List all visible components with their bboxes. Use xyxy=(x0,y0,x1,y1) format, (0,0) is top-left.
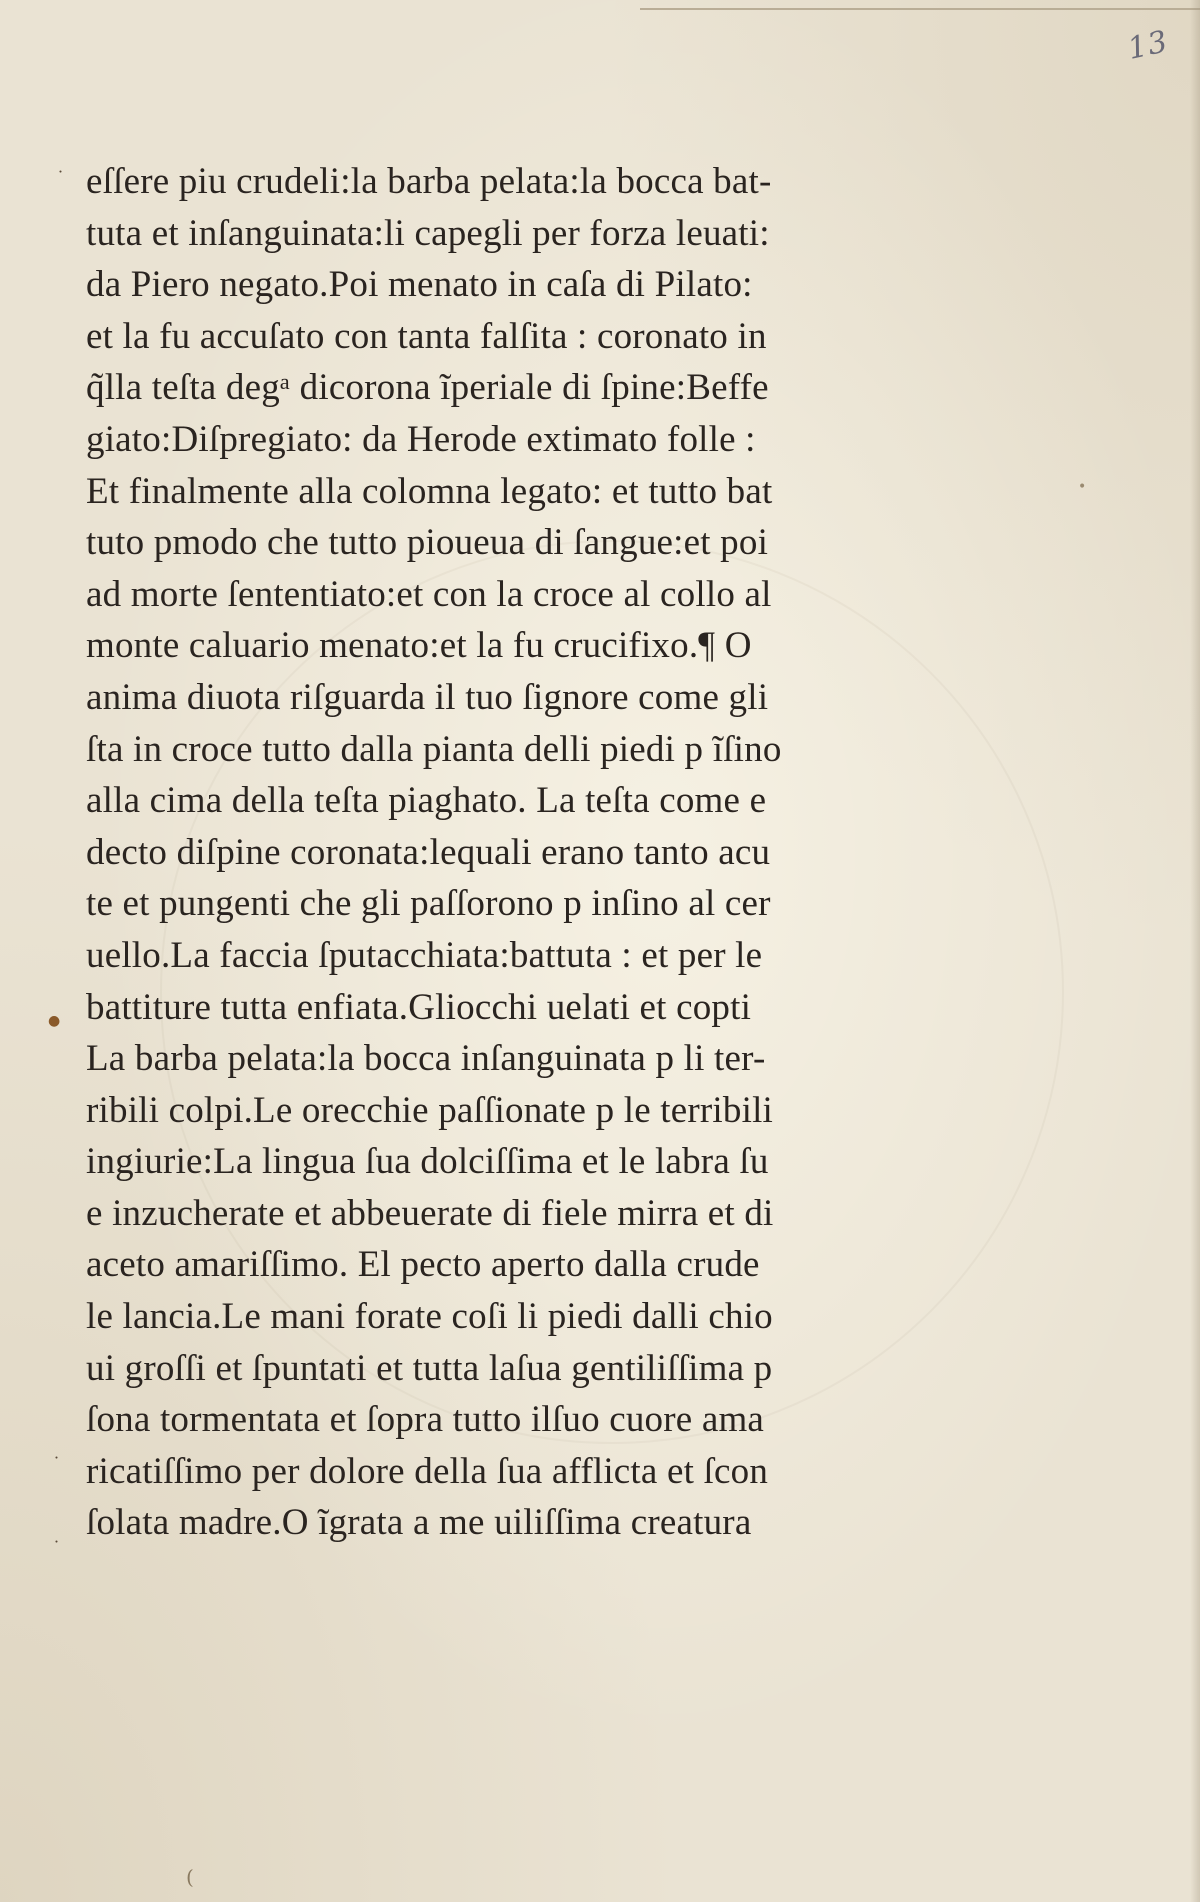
text-line: e inzucherate et abbeuerate di fiele mirra et di xyxy=(86,1192,774,1234)
text-line: ſta in croce tutto dalla pianta delli piedi p ĩſino xyxy=(86,728,782,770)
bottom-mark: ( xyxy=(186,1865,194,1889)
text-line: eſſere piu crudeli:la barba pelata:la bocca bat- xyxy=(86,161,772,202)
text-line: La barba pelata:la bocca inſanguinata p li ter- xyxy=(86,1038,766,1080)
text-line: le lancia.Le mani forate coſi li piedi dalli chio xyxy=(86,1296,773,1338)
text-line: alla cima della teſta piaghato. La teſta come e xyxy=(86,780,767,822)
text-line: ingiurie:La lingua ſua dolciſſima et le labra ſu xyxy=(86,1141,769,1183)
text-line: decto diſpine coronata:lequali erano tanto acu xyxy=(86,831,771,873)
text-line: et la fu accuſato con tanta falſita : coronato in xyxy=(86,315,767,357)
page-speck: • xyxy=(1078,479,1087,495)
text-line: ui groſſi et ſpuntati et tutta laſua gentiliſſima p xyxy=(86,1347,773,1389)
text-line: ſolata madre.O ĩgrata a me uiliſſima creatura xyxy=(86,1502,752,1544)
text-line: q̃lla teſta degᵃ dicorona ĩperiale di ſpine:Beffe xyxy=(86,367,769,409)
page-top-edge xyxy=(640,0,1200,10)
body-text xyxy=(86,156,916,1549)
margin-dot: ● xyxy=(48,1013,61,1029)
text-line: da Piero negato.Poi menato in caſa di Pilato: xyxy=(86,264,753,306)
text-line: monte caluario menato:et la fu crucifixo.¶ O xyxy=(86,625,752,667)
text-line: uello.La faccia ſputacchiata:battuta : et per le xyxy=(86,934,763,976)
text-line: tuta et inſanguinata:li capegli per forza leuati: xyxy=(86,212,770,254)
margin-speck: ˙ xyxy=(52,1538,61,1559)
folio-number: 13 xyxy=(1124,24,1172,67)
text-line: ad morte ſententiato:et con la croce al collo al xyxy=(86,573,772,615)
margin-speck: ˙ xyxy=(52,1454,61,1475)
page-right-edge xyxy=(1190,0,1200,1902)
text-line: aceto amariſſimo. El pecto aperto dalla crude xyxy=(86,1244,760,1286)
margin-speck: ˙ xyxy=(56,168,65,189)
text-line: giato:Diſpregiato: da Herode extimato folle : xyxy=(86,418,756,460)
text-line: tuto pmodo che tutto pioueua di ſangue:et poi xyxy=(86,522,769,564)
text-line: te et pungenti che gli paſſorono p inſino al cer xyxy=(86,883,771,925)
text-line: ſona tormentata et ſopra tutto ilſuo cuore ama xyxy=(86,1399,765,1441)
text-line: Et finalmente alla colomna legato: et tutto bat xyxy=(86,470,773,512)
text-line: anima diuota riſguarda il tuo ſignore come gli xyxy=(86,676,769,718)
text-line: battiture tutta enfiata.Gliocchi uelati et copti xyxy=(86,986,752,1028)
text-line: ribili colpi.Le orecchie paſſionate p le terribili xyxy=(86,1089,774,1131)
text-line: ricatiſſimo per dolore della ſua afflicta et ſcon xyxy=(86,1450,769,1492)
